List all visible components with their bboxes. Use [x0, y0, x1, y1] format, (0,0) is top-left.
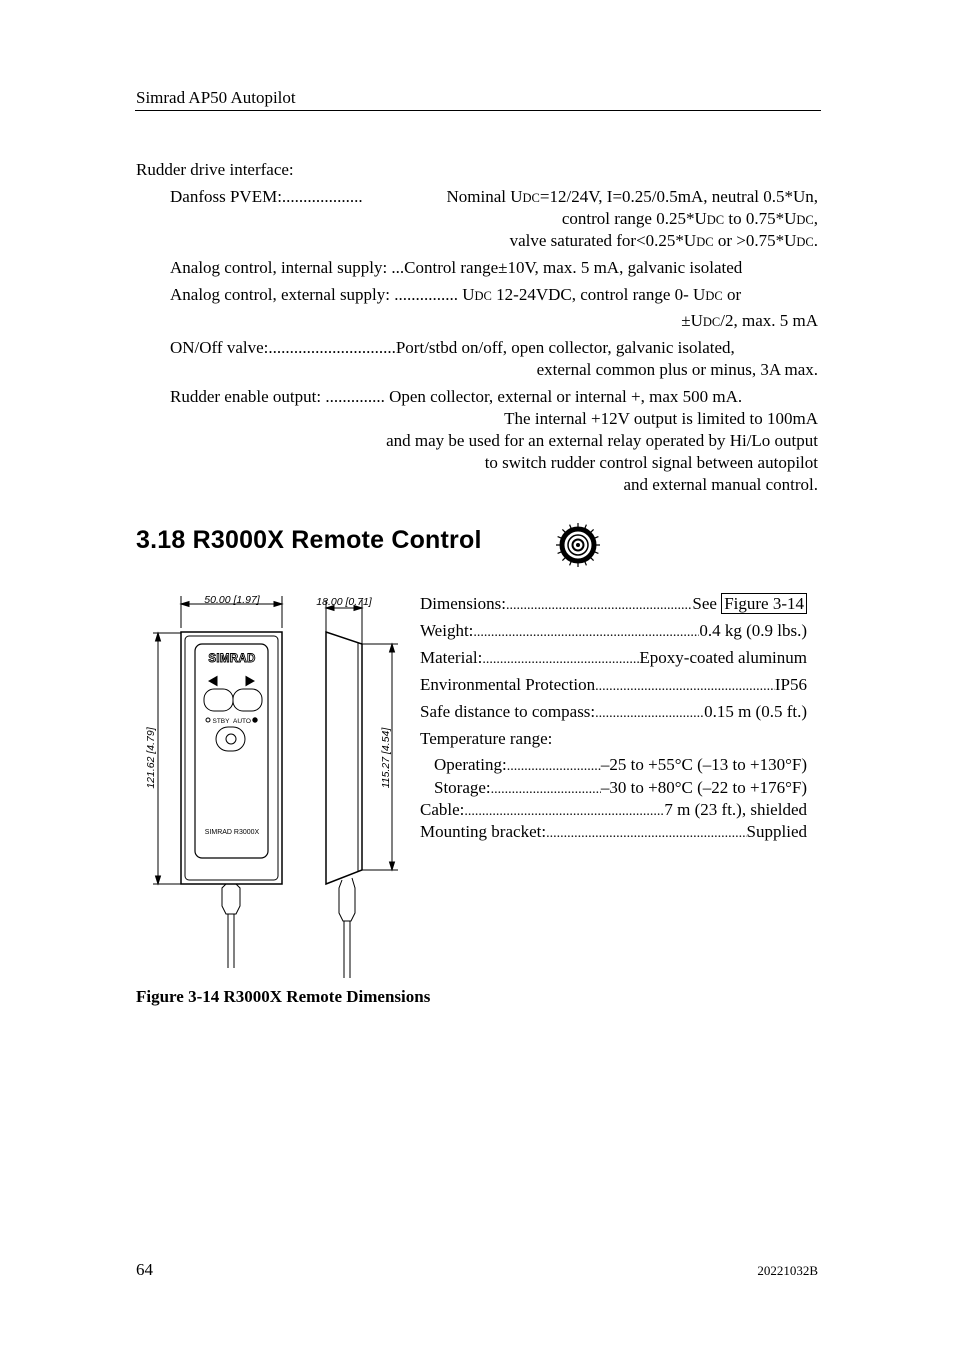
- leader-dots: [464, 804, 664, 820]
- danfoss-line-2: [562, 208, 818, 231]
- analog-external-b: 12-24VDC, control range 0- U: [491, 285, 706, 304]
- danfoss-line-1-sub: DC: [522, 191, 540, 205]
- danfoss-line-3: [510, 230, 818, 253]
- spec-dimensions-label: Dimensions:: [420, 594, 506, 613]
- leader-dots: [507, 759, 601, 775]
- spec-material-label: Material:: [420, 648, 483, 667]
- onoff-line-1: ON/Off valve:..............................Port/stbd on/off, open collector, galvanic isolated,: [170, 338, 735, 357]
- onoff-line-2: external common plus or minus, 3A max.: [536, 360, 818, 379]
- enable-line-2: The internal +12V output is limited to 100mA: [504, 409, 818, 428]
- analog-external-2sub: DC: [702, 315, 721, 329]
- spec-dimensions: [420, 594, 807, 614]
- spec-safe-value: 0.15 m (0.5 ft.): [704, 702, 807, 721]
- analog-external-sub2: DC: [705, 289, 723, 303]
- analog-external-line-1: [170, 284, 741, 307]
- spec-mounting-bracket: [420, 822, 807, 842]
- analog-internal-line: Analog control, internal supply: ...Control range±10V, max. 5 mA, galvanic isolated: [170, 258, 743, 277]
- enable-line-5: and external manual control.: [623, 475, 818, 494]
- analog-external-sub1: DC: [474, 289, 492, 303]
- spec-bracket-label: Mounting bracket:: [420, 822, 547, 841]
- spec-environmental: [420, 675, 807, 695]
- spec-cable-value: 7 m (23 ft.), shielded: [664, 800, 807, 819]
- spec-weight: [420, 621, 807, 641]
- analog-external-2a: ±U: [681, 311, 703, 330]
- leader-dots: [546, 826, 746, 842]
- spec-cable: [420, 800, 807, 820]
- danfoss-line-3-sub1: DC: [696, 235, 714, 249]
- danfoss-label-text: Danfoss PVEM:: [170, 187, 282, 206]
- spec-bracket-value: Supplied: [746, 822, 807, 841]
- spec-temp-label: Temperature range:: [420, 729, 553, 748]
- danfoss-label: [170, 186, 363, 208]
- spec-material: [420, 648, 807, 668]
- spec-material-value: Epoxy-coated aluminum: [639, 648, 807, 667]
- figure-reference-link[interactable]: Figure 3-14: [721, 593, 807, 614]
- leader-dots: [491, 782, 601, 798]
- spec-dimensions-value: [692, 594, 807, 614]
- danfoss-dots: ...................: [281, 187, 363, 206]
- danfoss-line-1-b: =12/24V, I=0.25/0.5mA, neutral 0.5*Un,: [539, 187, 818, 206]
- width-dimension-label: 50.00 [1.97]: [204, 594, 260, 606]
- spec-safe-distance: [420, 702, 807, 722]
- spec-weight-label: Weight:: [420, 621, 474, 640]
- spec-dimensions-see: See: [692, 594, 722, 613]
- enable-line-1: Rudder enable output: .............. Open collector, external or internal +, max 500 mA.: [170, 387, 743, 406]
- depth-dimension-label: 18.00 [0.71]: [316, 596, 372, 608]
- r3000x-dimension-drawing: [136, 588, 406, 983]
- height-dimension-label: 121.62 [4.79]: [145, 727, 157, 789]
- spec-env-label: Environmental Protection: [420, 675, 596, 694]
- spec-weight-value: 0.4 kg (0.9 lbs.): [699, 621, 807, 640]
- danfoss-line-1: [447, 186, 819, 209]
- analog-external-line-2: [681, 310, 818, 333]
- leader-dots: [506, 598, 692, 614]
- danfoss-line-2-sub1: DC: [706, 213, 725, 227]
- analog-external-c: or: [722, 285, 742, 304]
- spec-temperature: [420, 729, 807, 749]
- stby-label: STBY: [212, 718, 230, 725]
- spec-safe-label: Safe distance to compass:: [420, 702, 596, 721]
- brand-logo: SIMRAD: [208, 653, 256, 665]
- spec-env-value: IP56: [774, 675, 807, 694]
- page-number: 64: [136, 1260, 153, 1279]
- section-heading: 3.18 R3000X Remote Control: [136, 526, 482, 554]
- danfoss-line-2-sub2: DC: [796, 213, 814, 227]
- spec-operating: [434, 755, 807, 775]
- enable-line-3: and may be used for an external relay operated by Hi/Lo output: [386, 431, 818, 450]
- leader-dots: [595, 706, 704, 722]
- leader-dots: [595, 679, 775, 695]
- danfoss-line-2-a: control range 0.25*U: [561, 209, 707, 228]
- danfoss-line-2-c: ,: [813, 209, 818, 228]
- auto-label: AUTO: [233, 718, 251, 725]
- leader-dots: [473, 625, 699, 641]
- running-header: Simrad AP50 Autopilot: [136, 88, 296, 107]
- spec-storage-label: Storage:: [434, 778, 491, 797]
- danfoss-line-3-a: valve saturated for<0.25*U: [509, 231, 697, 250]
- header-rule: [135, 110, 821, 111]
- model-label: SIMRAD R3000X: [204, 829, 260, 836]
- compass-rose-icon: [553, 520, 603, 570]
- danfoss-line-3-b: or >0.75*U: [713, 231, 797, 250]
- spec-operating-value: –25 to +55°C (–13 to +130°F): [600, 755, 807, 774]
- figure-caption: Figure 3-14 R3000X Remote Dimensions: [136, 987, 431, 1006]
- enable-line-4: to switch rudder control signal between autopilot: [484, 453, 818, 472]
- spec-cable-label: Cable:: [420, 800, 465, 819]
- rudder-heading: Rudder drive interface:: [136, 160, 294, 179]
- side-height-dimension-label: 115.27 [4.54]: [380, 727, 392, 789]
- spec-operating-label: Operating:: [434, 755, 507, 774]
- spec-storage-value: –30 to +80°C (–22 to +176°F): [600, 778, 807, 797]
- danfoss-line-1-a: Nominal U: [446, 187, 523, 206]
- document-code: 20221032B: [757, 1263, 818, 1278]
- analog-external-2b: /2, max. 5 mA: [720, 311, 818, 330]
- danfoss-line-3-c: .: [813, 231, 818, 250]
- danfoss-line-2-b: to 0.75*U: [724, 209, 797, 228]
- spec-storage: [434, 778, 807, 798]
- danfoss-line-3-sub2: DC: [796, 235, 814, 249]
- leader-dots: [482, 652, 639, 668]
- analog-external-a: Analog control, external supply: ............... U: [170, 285, 475, 304]
